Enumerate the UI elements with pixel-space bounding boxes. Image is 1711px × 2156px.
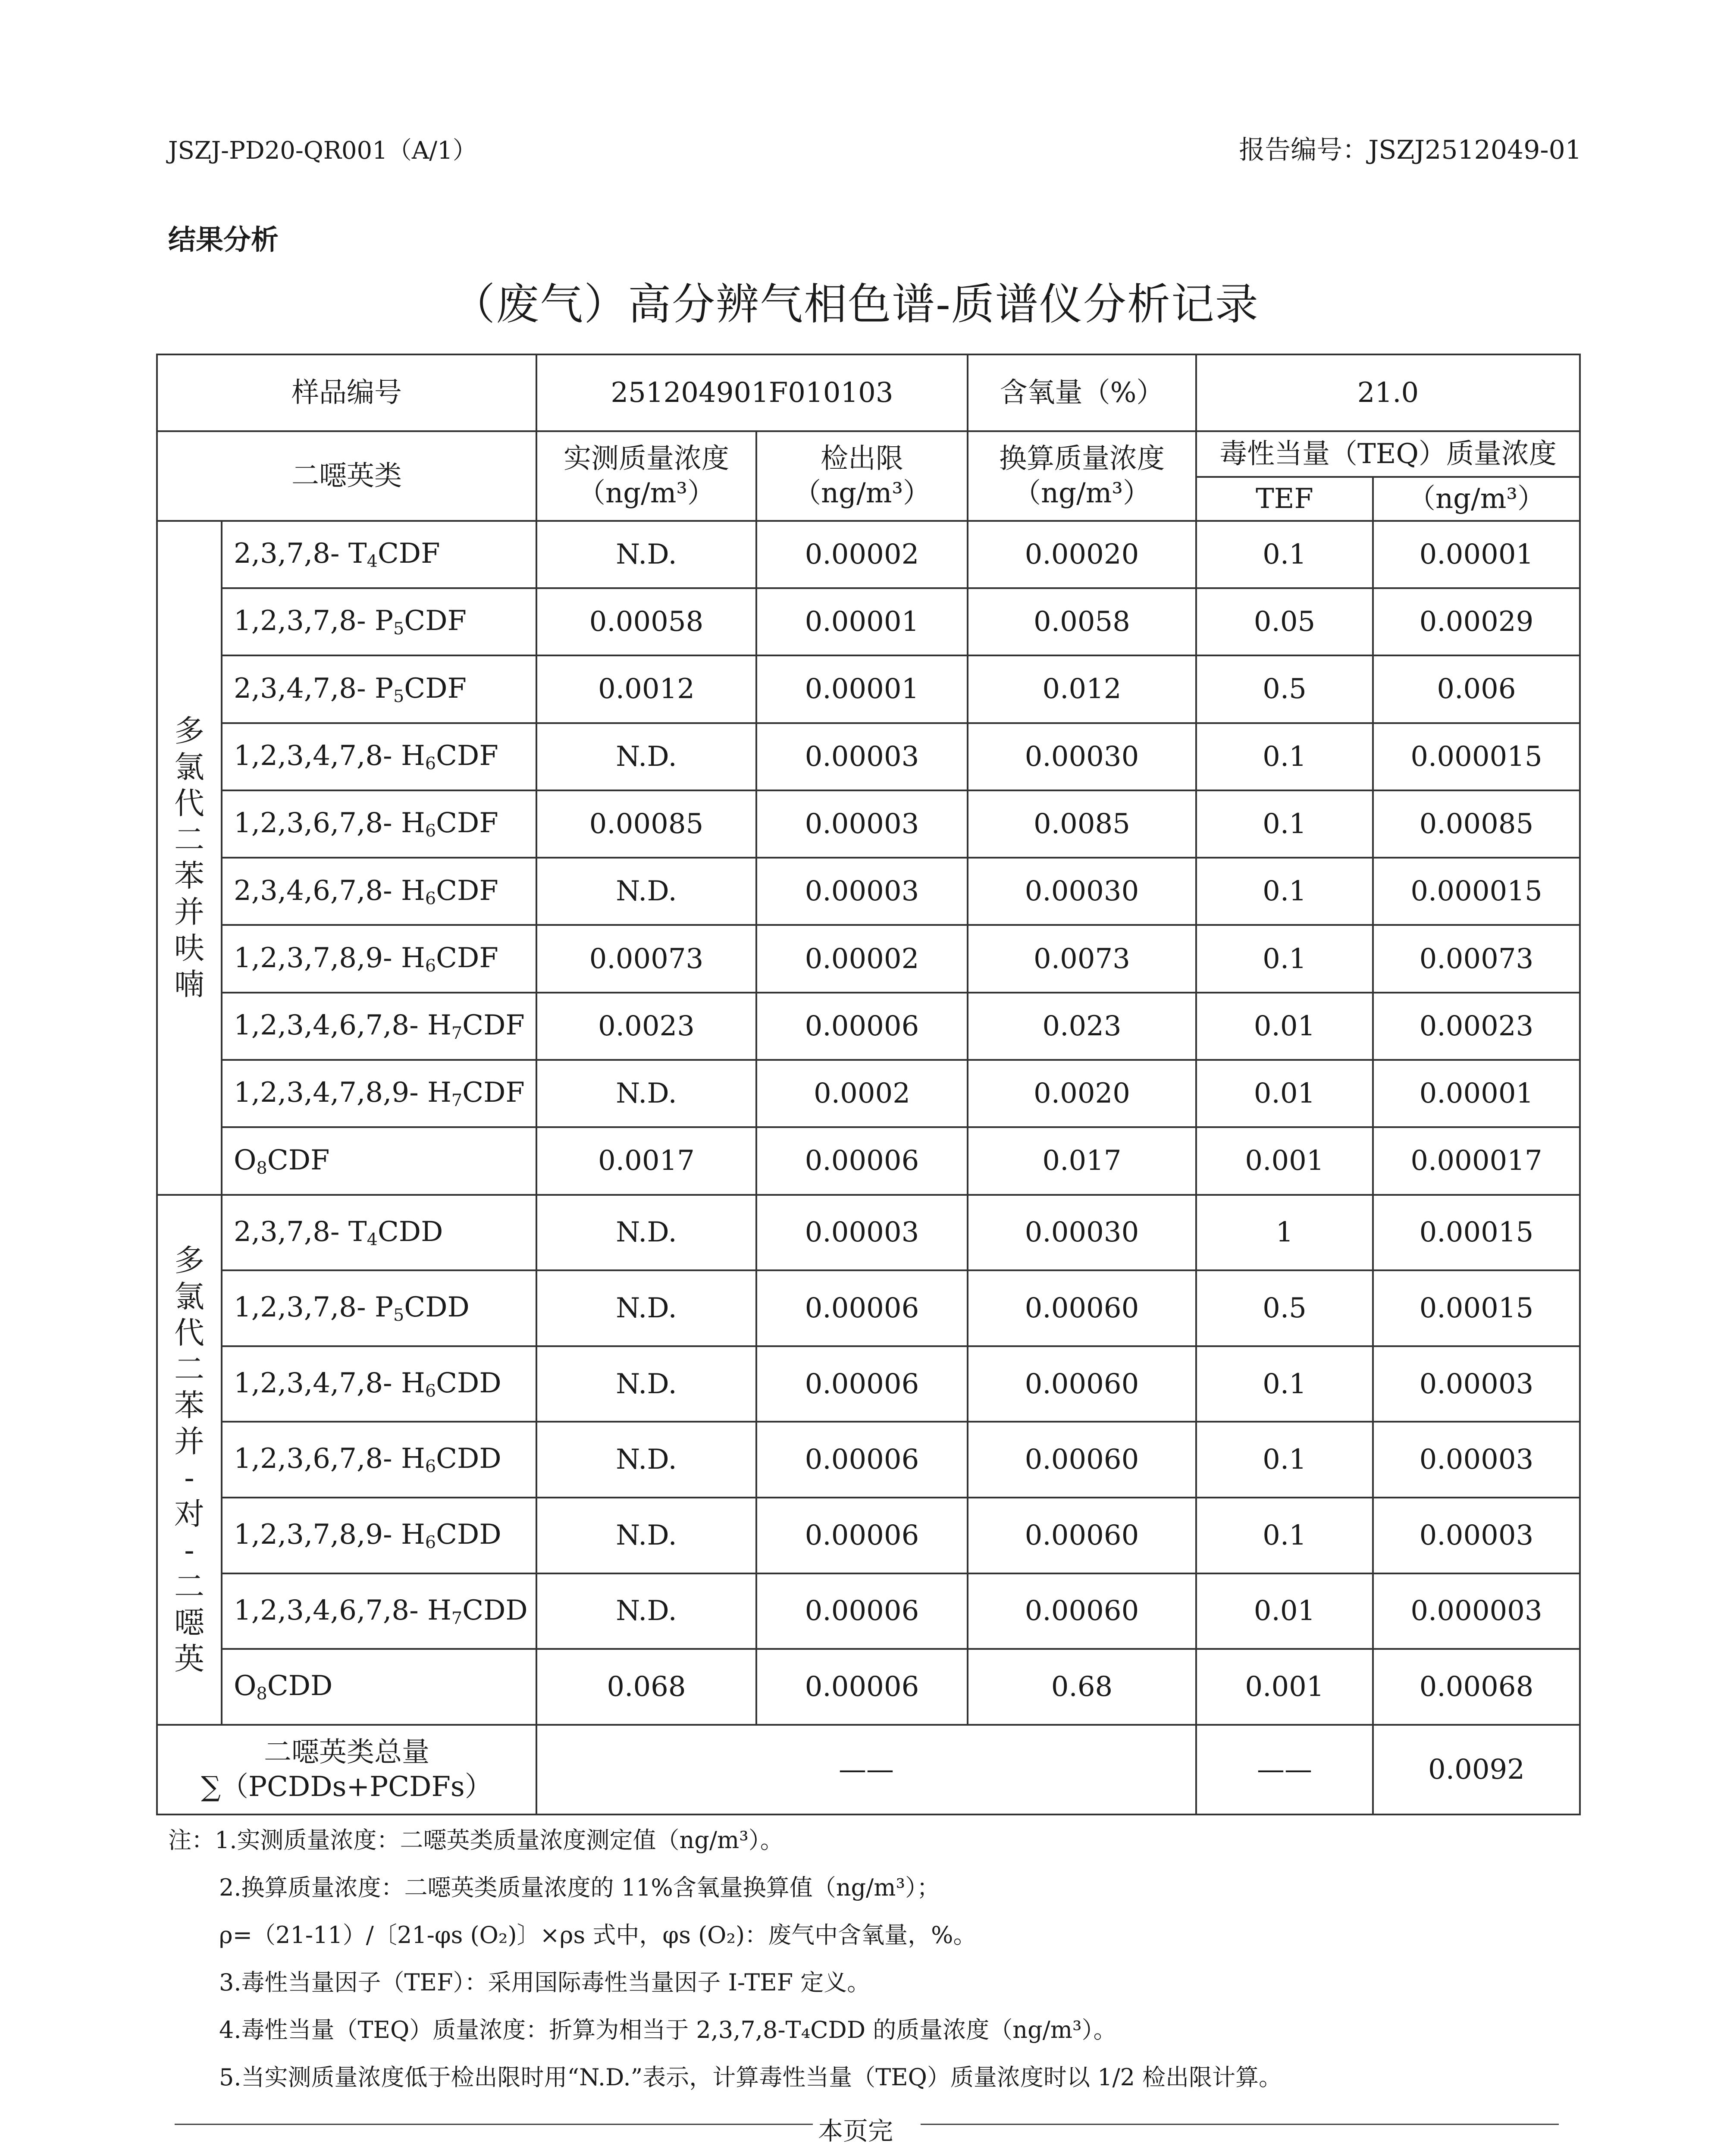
congener-subscript: 6: [425, 888, 436, 909]
detect-cell: 0.00003: [756, 723, 968, 790]
measured-header-unit: （ng/m³）: [577, 477, 715, 509]
measured-cell: N.D.: [536, 1060, 756, 1127]
group-label-pcdd-char: 二: [174, 1351, 204, 1387]
congener-suffix: CDD: [267, 1670, 333, 1702]
tef-cell: 0.001: [1196, 1127, 1373, 1194]
dioxins-header: 二噁英类: [157, 431, 536, 521]
detect-cell: 0.00003: [756, 858, 968, 925]
congener-prefix: 1,2,3,6,7,8- H: [234, 807, 425, 840]
congener-name: [222, 1195, 536, 1271]
tef-cell: 0.1: [1196, 925, 1373, 992]
tef-cell: 0.5: [1196, 655, 1373, 723]
congener-subscript: 4: [367, 1229, 378, 1250]
converted-cell: 0.0058: [968, 588, 1196, 655]
group-label-pcdf: [157, 521, 222, 1195]
teq-header: 毒性当量（TEQ）质量浓度: [1196, 431, 1580, 477]
teq-cell: 0.000017: [1373, 1127, 1580, 1194]
congener-prefix: 1,2,3,6,7,8- H: [234, 1443, 425, 1475]
measured-cell: N.D.: [536, 1195, 756, 1271]
group-label-pcdd-char: 并: [174, 1424, 204, 1460]
end-of-page-label: [0, 2111, 1711, 2147]
measured-cell: N.D.: [536, 858, 756, 925]
congener-subscript: 7: [451, 1023, 463, 1044]
converted-cell: 0.68: [968, 1649, 1196, 1725]
teq-cell: 0.00003: [1373, 1346, 1580, 1422]
total-value: 0.0092: [1373, 1725, 1580, 1814]
measured-cell: N.D.: [536, 1346, 756, 1422]
congener-name: [222, 1498, 536, 1573]
table-row: [157, 1127, 1580, 1194]
table-row: [157, 1498, 1580, 1573]
congener-suffix: CDF: [267, 1144, 330, 1176]
measured-header-label: 实测质量浓度: [564, 442, 729, 475]
congener-suffix: CDD: [377, 1216, 443, 1248]
congener-prefix: 1,2,3,4,6,7,8- H: [234, 1009, 451, 1042]
table-row: [157, 1195, 1580, 1271]
document-code: JSZJ-PD20-QR001（A/1）: [168, 137, 477, 165]
table-row: [157, 993, 1580, 1060]
tef-cell: 0.1: [1196, 1498, 1373, 1573]
table-row: [157, 925, 1580, 992]
converted-cell: 0.00060: [968, 1573, 1196, 1649]
sample-row: [157, 354, 1580, 431]
sample-value: 251204901F010103: [536, 354, 968, 431]
group-label-pcdf-char: 氯: [174, 749, 204, 785]
teq-cell: 0.006: [1373, 655, 1580, 723]
report-number: 报告编号：JSZJ2512049-01: [1239, 135, 1582, 165]
congener-name: [222, 1649, 536, 1725]
total-label-line1: 二噁英类总量: [264, 1736, 429, 1768]
measured-cell: N.D.: [536, 521, 756, 588]
converted-cell: 0.00060: [968, 1270, 1196, 1346]
congener-suffix: CDF: [462, 1009, 525, 1042]
congener-name: [222, 925, 536, 992]
teq-cell: 0.00001: [1373, 521, 1580, 588]
converted-cell: 0.00060: [968, 1422, 1196, 1498]
group-label-pcdd-char: 英: [174, 1641, 204, 1677]
congener-subscript: 5: [393, 686, 404, 706]
congener-subscript: 4: [367, 551, 378, 571]
tef-cell: 0.5: [1196, 1270, 1373, 1346]
table-row: [157, 858, 1580, 925]
note-2: 2.换算质量浓度：二噁英类质量浓度的 11%含氧量换算值（ng/m³）；: [219, 1874, 940, 1901]
converted-cell: 0.023: [968, 993, 1196, 1060]
teq-unit-header: （ng/m³）: [1373, 477, 1580, 520]
congener-prefix: 1,2,3,4,6,7,8- H: [234, 1594, 451, 1626]
tef-cell: 0.1: [1196, 521, 1373, 588]
table-row: [157, 1573, 1580, 1649]
teq-cell: 0.00068: [1373, 1649, 1580, 1725]
tef-cell: 0.1: [1196, 1422, 1373, 1498]
congener-subscript: 5: [393, 619, 404, 639]
congener-suffix: CDD: [462, 1594, 528, 1626]
detect-header-unit: （ng/m³）: [793, 477, 931, 509]
total-label-line2: ∑（PCDDs+PCDFs）: [201, 1771, 492, 1803]
congener-prefix: 1,2,3,7,8,9- H: [234, 942, 425, 974]
teq-cell: 0.000003: [1373, 1573, 1580, 1649]
detect-cell: 0.00001: [756, 655, 968, 723]
group-label-pcdf-char: 代: [174, 786, 204, 821]
congener-suffix: CDF: [377, 538, 440, 570]
measured-cell: N.D.: [536, 1422, 756, 1498]
converted-cell: 0.00030: [968, 723, 1196, 790]
detect-cell: 0.00006: [756, 1127, 968, 1194]
measured-cell: 0.00085: [536, 790, 756, 858]
teq-cell: 0.00015: [1373, 1195, 1580, 1271]
converted-cell: 0.00060: [968, 1346, 1196, 1422]
note-4: 4.毒性当量（TEQ）质量浓度：折算为相当于 2,3,7,8-T₄CDD 的质量浓度（ng/m³）。: [219, 2016, 1117, 2043]
measured-cell: N.D.: [536, 1270, 756, 1346]
detect-header: [756, 431, 968, 521]
detect-cell: 0.0002: [756, 1060, 968, 1127]
tef-cell: 0.1: [1196, 1346, 1373, 1422]
congener-prefix: O: [234, 1670, 257, 1702]
congener-suffix: CDD: [404, 1291, 470, 1324]
group-label-pcdd-char: -: [184, 1460, 194, 1496]
congener-subscript: 7: [451, 1608, 463, 1628]
group-label-pcdf-char: 多: [174, 713, 204, 749]
congener-subscript: 6: [425, 1532, 436, 1552]
table-row: [157, 790, 1580, 858]
total-dash-measured: ——: [536, 1725, 1196, 1814]
congener-suffix: CDF: [436, 807, 498, 840]
group-label-pcdd-char: 苯: [174, 1388, 204, 1423]
table-row: [157, 655, 1580, 723]
teq-cell: 0.00085: [1373, 790, 1580, 858]
tef-cell: 1: [1196, 1195, 1373, 1271]
congener-subscript: 6: [425, 753, 436, 774]
note-3: 3.毒性当量因子（TEF）：采用国际毒性当量因子 I-TEF 定义。: [219, 1969, 871, 1996]
congener-subscript: 8: [256, 1684, 267, 1704]
table-row: [157, 1270, 1580, 1346]
congener-suffix: CDD: [436, 1518, 501, 1551]
congener-subscript: 7: [451, 1091, 463, 1111]
measured-cell: N.D.: [536, 1573, 756, 1649]
congener-suffix: CDF: [404, 672, 467, 705]
congener-name: [222, 1270, 536, 1346]
measured-cell: N.D.: [536, 1498, 756, 1573]
tef-cell: 0.1: [1196, 790, 1373, 858]
table-row: [157, 1346, 1580, 1422]
congener-suffix: CDD: [436, 1367, 501, 1399]
converted-cell: 0.00060: [968, 1498, 1196, 1573]
detect-cell: 0.00002: [756, 925, 968, 992]
congener-subscript: 6: [425, 1457, 436, 1477]
converted-cell: 0.017: [968, 1127, 1196, 1194]
group-label-pcdd-char: -: [184, 1532, 194, 1568]
group-label-pcdd-char: 对: [174, 1496, 204, 1532]
teq-cell: 0.00073: [1373, 925, 1580, 992]
tef-cell: 0.05: [1196, 588, 1373, 655]
measured-cell: 0.068: [536, 1649, 756, 1725]
converted-cell: 0.012: [968, 655, 1196, 723]
teq-cell: 0.00023: [1373, 993, 1580, 1060]
congener-name: [222, 858, 536, 925]
tef-cell: 0.01: [1196, 1573, 1373, 1649]
congener-prefix: 2,3,4,6,7,8- H: [234, 874, 425, 907]
congener-prefix: 1,2,3,4,7,8- H: [234, 740, 425, 772]
congener-suffix: CDF: [436, 942, 498, 974]
measured-cell: N.D.: [536, 723, 756, 790]
measured-cell: 0.0012: [536, 655, 756, 723]
group-label-pcdf-char: 苯: [174, 858, 204, 894]
congener-prefix: 1,2,3,4,7,8- H: [234, 1367, 425, 1399]
table-row: [157, 521, 1580, 588]
page-title: （废气）高分辨气相色谱-质谱仪分析记录: [452, 279, 1259, 329]
measured-cell: 0.00073: [536, 925, 756, 992]
end-of-page-text: 本页完: [814, 2116, 897, 2146]
congener-name: [222, 655, 536, 723]
total-row: [157, 1725, 1580, 1814]
group-label-pcdf-char: 二: [174, 822, 204, 858]
congener-suffix: CDF: [462, 1077, 525, 1109]
congener-subscript: 6: [425, 821, 436, 841]
congener-subscript: 6: [425, 956, 436, 976]
table-row: [157, 1422, 1580, 1498]
results-table: [156, 354, 1581, 1815]
total-dash-tef: ——: [1196, 1725, 1373, 1814]
congener-suffix: CDF: [404, 605, 467, 637]
group-label-pcdd-char: 氯: [174, 1279, 204, 1315]
teq-cell: 0.00015: [1373, 1270, 1580, 1346]
converted-cell: 0.0073: [968, 925, 1196, 992]
congener-prefix: 1,2,3,7,8- P: [234, 605, 393, 637]
detect-cell: 0.00003: [756, 1195, 968, 1271]
congener-name: [222, 1127, 536, 1194]
note-formula: ρ=（21-11）/〔21-φs (O₂)〕×ρs 式中，φs (O₂)：废气中含氧量，%。: [219, 1921, 977, 1949]
table-row: [157, 588, 1580, 655]
congener-name: [222, 723, 536, 790]
converted-cell: 0.0085: [968, 790, 1196, 858]
group-label-pcdd-char: 代: [174, 1315, 204, 1351]
detect-header-label: 检出限: [821, 442, 903, 475]
detect-cell: 0.00006: [756, 1573, 968, 1649]
detect-cell: 0.00006: [756, 1422, 968, 1498]
converted-header-unit: （ng/m³）: [1013, 477, 1151, 509]
detect-cell: 0.00006: [756, 1649, 968, 1725]
congener-name: [222, 993, 536, 1060]
congener-suffix: CDF: [436, 740, 498, 772]
congener-subscript: 6: [425, 1381, 436, 1401]
note-5: 5.当实测质量浓度低于检出限时用“N.D.”表示，计算毒性当量（TEQ）质量浓度时以 1/2 检出限计算。: [219, 2064, 1282, 2091]
congener-prefix: 2,3,7,8- T: [234, 538, 367, 570]
group-label-pcdd-char: 二: [174, 1569, 204, 1604]
teq-cell: 0.00029: [1373, 588, 1580, 655]
teq-cell: 0.00003: [1373, 1422, 1580, 1498]
tef-cell: 0.01: [1196, 1060, 1373, 1127]
tef-cell: 0.1: [1196, 858, 1373, 925]
group-label-pcdd-char: 多: [174, 1243, 204, 1279]
teq-cell: 0.000015: [1373, 723, 1580, 790]
detect-cell: 0.00006: [756, 993, 968, 1060]
congener-suffix: CDF: [436, 874, 498, 907]
detect-cell: 0.00001: [756, 588, 968, 655]
table-row: [157, 1649, 1580, 1725]
congener-name: [222, 790, 536, 858]
detect-cell: 0.00006: [756, 1498, 968, 1573]
congener-prefix: 1,2,3,4,7,8,9- H: [234, 1077, 451, 1109]
congener-prefix: O: [234, 1144, 257, 1176]
tef-cell: 0.001: [1196, 1649, 1373, 1725]
converted-cell: 0.00020: [968, 521, 1196, 588]
congener-name: [222, 1422, 536, 1498]
tef-header: TEF: [1196, 477, 1373, 520]
sample-label: 样品编号: [157, 354, 536, 431]
congener-subscript: 8: [256, 1158, 267, 1178]
detect-cell: 0.00006: [756, 1270, 968, 1346]
congener-name: [222, 1060, 536, 1127]
detect-cell: 0.00006: [756, 1346, 968, 1422]
section-title: 结果分析: [168, 224, 279, 256]
detect-cell: 0.00003: [756, 790, 968, 858]
congener-suffix: CDD: [436, 1443, 501, 1475]
group-label-pcdf-char: 喃: [174, 967, 204, 1003]
detect-cell: 0.00002: [756, 521, 968, 588]
total-label: [157, 1725, 536, 1814]
congener-subscript: 5: [393, 1305, 404, 1326]
congener-prefix: 1,2,3,7,8- P: [234, 1291, 393, 1324]
table-row: [157, 723, 1580, 790]
tef-cell: 0.1: [1196, 723, 1373, 790]
congener-name: [222, 521, 536, 588]
congener-prefix: 1,2,3,7,8,9- H: [234, 1518, 425, 1551]
measured-cell: 0.0023: [536, 993, 756, 1060]
congener-name: [222, 1573, 536, 1649]
teq-cell: 0.00001: [1373, 1060, 1580, 1127]
measured-cell: 0.00058: [536, 588, 756, 655]
congener-prefix: 2,3,7,8- T: [234, 1216, 367, 1248]
converted-header-label: 换算质量浓度: [999, 442, 1165, 475]
group-label-pcdd: [157, 1195, 222, 1725]
group-label-pcdf-char: 并: [174, 894, 204, 930]
measured-cell: 0.0017: [536, 1127, 756, 1194]
teq-cell: 0.000015: [1373, 858, 1580, 925]
converted-header: [968, 431, 1196, 521]
note-1: 注：1.实测质量浓度：二噁英类质量浓度测定值（ng/m³）。: [168, 1827, 783, 1854]
group-label-pcdf-char: 呋: [174, 931, 204, 966]
congener-name: [222, 588, 536, 655]
table-row: [157, 1060, 1580, 1127]
oxygen-label: 含氧量（%）: [968, 354, 1196, 431]
converted-cell: 0.00030: [968, 858, 1196, 925]
tef-cell: 0.01: [1196, 993, 1373, 1060]
group-label-pcdd-char: 噁: [174, 1605, 204, 1641]
oxygen-value: 21.0: [1196, 354, 1580, 431]
converted-cell: 0.00030: [968, 1195, 1196, 1271]
teq-cell: 0.00003: [1373, 1498, 1580, 1573]
measured-header: [536, 431, 756, 521]
converted-cell: 0.0020: [968, 1060, 1196, 1127]
header-row-1: [157, 431, 1580, 477]
congener-prefix: 2,3,4,7,8- P: [234, 672, 393, 705]
congener-name: [222, 1346, 536, 1422]
